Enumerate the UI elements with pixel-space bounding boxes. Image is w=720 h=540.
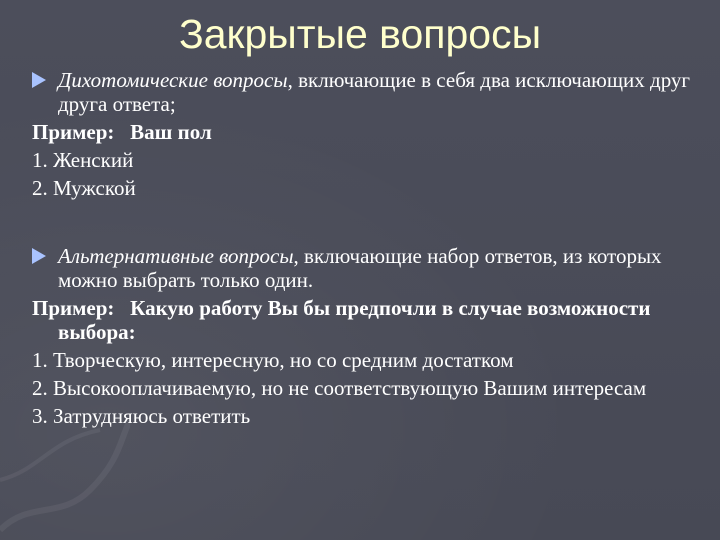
bullet-text: , включающие в себя два исключающих друг друга ответа; <box>58 68 691 116</box>
arrow-bullet-icon <box>32 72 46 88</box>
spacer <box>32 204 702 244</box>
answer-option: 2. Мужской <box>32 176 136 200</box>
bullet-emphasis: Альтернативные вопросы <box>58 244 294 268</box>
answer-option: 3. Затрудняюсь ответить <box>32 404 251 428</box>
answer-option: 2. Высокооплачиваемую, но не соответствующую Вашим интересам <box>32 376 647 400</box>
bullet-dichotomous <box>32 68 702 116</box>
example-label: Пример: <box>32 296 115 320</box>
example-text: Ваш пол <box>130 120 212 144</box>
example-label: Пример: <box>32 120 115 144</box>
example-text: Какую работу Вы бы предпочли в случае возможности выбора: <box>58 296 651 344</box>
bullet-emphasis: Дихотомические вопросы <box>58 68 288 92</box>
example-line <box>32 120 702 144</box>
slide-title: Закрытые вопросы <box>178 11 542 57</box>
bullet-text: , включающие набор ответов, из которых можно выбрать только один. <box>58 244 662 292</box>
answer-option: 1. Женский <box>32 148 134 172</box>
bullet-alternative <box>32 244 702 292</box>
slide-content <box>32 68 702 432</box>
example-line <box>32 296 702 344</box>
answer-option: 1. Творческую, интересную, но со средним достатком <box>32 348 514 372</box>
arrow-bullet-icon <box>32 248 46 264</box>
